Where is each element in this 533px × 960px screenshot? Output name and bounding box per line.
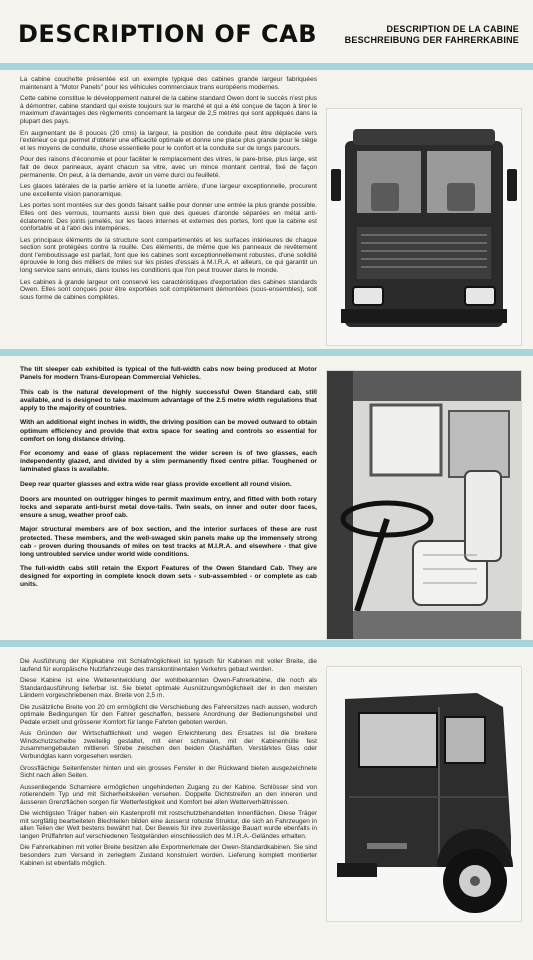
- french-paragraph: La cabine couchette présentée est un exemple typique des cabines grande largeur fabriquées maintenant à "Motor Panels" pour les véhicules commerciaux trans européens modernes.: [20, 76, 317, 91]
- page-header: [0, 0, 533, 64]
- cab-interior-photo: [326, 370, 522, 640]
- cab-front-photo: [326, 108, 522, 346]
- english-paragraph: The full-width cabs still retain the Export Features of the Owen Standard Cab. They are designed for exporting in complete knock down sets - sub-assembled - or complete as cab units.: [20, 565, 317, 589]
- english-paragraph: With an additional eight inches in width, the driving position can be moved outward to obtain optimum efficiency and provide that extra space for seating and controls so essential for comfort on long distance driving.: [20, 419, 317, 443]
- german-paragraph: Diese Kabine ist eine Weiterentwicklung der wohlbekannten Owen-Fahrerkabine, die noch als Standardausführung lieferbar ist. Sie bietet optimale Ausnützungsmöglichkeit der in den meisten Ländern vorgeschriebenen max. Breite von 2,5 m.: [20, 677, 317, 700]
- french-paragraph: Les principaux éléments de la structure sont compartimentés et les surfaces intérieures de chaque section sont protégées contre la rouille. Ces éléments, de même que les panneaux de revêtement dont l'emboutissage est parfait, font que les cabines sont exceptionnellement robustes, d'une solidité éprouvée le long des milliers de miles sur les pistes d'essais à M.I.R.A. et ailleurs, ce qui garantit un long service sans ennuis, dans toutes les conditions que l'on peut trouver dans le monde.: [20, 236, 317, 275]
- english-paragraph: Deep rear quarter glasses and extra wide rear glass provide excellent all round vision.: [20, 481, 292, 489]
- section-german: [0, 648, 533, 948]
- cab-side-illustration: [327, 667, 521, 921]
- french-text: [20, 76, 317, 305]
- english-paragraph: Doors are mounted on outrigger hinges to permit maximum entry, and fitted with both rotary locks and separate anti-burst metal dove-tails. Twin seals, on inner and outer door faces, ensure a snug, weather proof cab.: [20, 495, 317, 519]
- cab-side-photo: [326, 666, 522, 922]
- english-paragraph: The tilt sleeper cab exhibited is typical of the full-width cabs now being produced at Motor Panels for modern Trans-European Commercial Vehicles.: [20, 366, 317, 382]
- subtitle-french: DESCRIPTION DE LA CABINE: [386, 24, 519, 34]
- header-subtitles: [345, 24, 519, 45]
- english-paragraph: Major structural members are of box section, and the interior surfaces of these are rust protected. These members, and the well-swaged skin panels make up the immensely strong cab - proven during thousands of miles on test tracks at M.I.R.A. and elsewhere - that give long untroubled service under world wide conditions.: [20, 526, 317, 558]
- german-paragraph: Grossflächige Seitenfenster hinten und ein grosses Fenster in der Rückwand bieten ausgezeichnete Sicht nach allen Seiten.: [20, 764, 317, 780]
- cab-interior-illustration: [327, 371, 521, 639]
- german-paragraph: Die wichtigsten Träger haben ein Kastenprofil mit rostschutzbehandelten Innenflächen. Diese Träger mit sorgfältig bearbeiteten Blechteilen bilden eine äusserst robuste Struktur, die sich an Fahrzeugen in allen Teilen der Welt bestens bewährt hat. Der Beweis für ihre zuverlässige Bauart wurde ebenfalls in langen Prüffahrten auf verschiedenen Testgeländen einschliesslich des M.I.R.A.-Geländes erhalten.: [20, 810, 317, 840]
- color-band-lower: [0, 640, 533, 647]
- french-paragraph: Cette cabine constitue le développement naturel de la cabine standard Owen dont le succès n'est plus à démontrer, cabine standard qui existe toujours sur le marché et qui a été conçue de façon à tirer le maximum d'avantages des règlements concernant la largeur de 2,5 mètres qui sont appliqués dans la plupart des pays.: [20, 95, 317, 125]
- german-paragraph: Aus Gründen der Wirtschaftlichkeit und wegen Erleichterung des Ersatzes ist die breitere Windschutzscheibe zweiteilig gestaltet, mit einer schmalen, mit der Kabinenhülle fest zusammengebauten mittleren Strebe zwischen den beiden Glashälften. Verstärktes Glas oder Verbundglas kann vorgesehen werden.: [20, 730, 317, 761]
- french-paragraph: En augmentant de 8 pouces (20 cms) la largeur, la position de conduite peut être déplacée vers l'extérieur ce qui permet d'obtenir une efficacité optimale et donne une place plus grande pour le siège et les moyens de conduite, chose essentielle pour le confort et la conduite sur de longs parcours.: [20, 129, 317, 152]
- french-paragraph: Les glaces latérales de la partie arrière et la lunette arrière, d'une largeur exceptionnelle, procurent une excellente vision panoramique.: [20, 183, 317, 198]
- german-paragraph: Die Ausführung der Kippkabine mit Schlafmöglichkeit ist typisch für Kabinen mit voller Breite, die laufend für europäische Nutzfahrzeuge des transkontinentalen Verkehrs gebaut werden.: [20, 658, 317, 673]
- french-paragraph: Les cabines à grande largeur ont conservé les caractéristiques d'exportation des cabines standards Owen. Elles sont conçues pour être exportées soit complètement démontées (sous-ensembles), soit sous forme de cabines complètes.: [20, 278, 317, 301]
- english-paragraph: For economy and ease of glass replacement the wider screen is of two glasses, each independently glazed, and divided by a slim permanently fixed centre pillar. Toughened or laminated glass is available.: [20, 450, 317, 474]
- german-paragraph: Die Fahrerkabinen mit voller Breite besitzen alle Exportmerkmale der Owen-Standardkabinen. Sie sind besonders zum Versand in zerlegtem Zustand konstruiert worden. Lieferung komplett montierter Kabinen ist ebenfalls möglich.: [20, 844, 317, 867]
- english-paragraph: This cab is the natural development of the highly successful Owen Standard cab, still available, and is designed to take maximum advantage of the 2.5 metre width regulations that apply to the majority of countries.: [20, 388, 317, 412]
- english-text: [20, 366, 317, 596]
- page-title: DESCRIPTION OF CAB: [18, 20, 317, 48]
- french-paragraph: Pour des raisons d'économie et pour faciliter le remplacement des vitres, le pare-brise, plus large, est fait de deux panneaux, ayant chacun sa vitre, avec un mince montant central, fixé de façon permanente. On peut, à la demande, avoir un verre durci ou feuilleté.: [20, 156, 317, 179]
- german-paragraph: Die zusätzliche Breite von 20 cm ermöglicht die Verschiebung des Fahrersitzes nach aussen, wodurch optimale Bedingungen für den Fahrer geschaffen, bessere Anordnung der Bedienungshebel und Pedale erzielt und grösserer Komfort für lange Fahrten geboten werden.: [20, 703, 317, 726]
- subtitle-german: BESCHREIBUNG DER FAHRERKABINE: [344, 34, 519, 45]
- cab-front-illustration: [327, 109, 521, 345]
- french-paragraph: Les portes sont montées sur des gonds faisant saillie pour donner une entrée la plus grande possible. Elles ont des verrous, tournants aussi bien que des queues d'aronde séparées en métal anti-éclatement. Des joints jumelés, sur les faces internes et externes des portes, font que la cabine est confortable et à l'abri des intempéries.: [20, 202, 317, 233]
- section-french: [0, 70, 533, 350]
- section-english: [0, 357, 533, 642]
- color-band-middle: [0, 349, 533, 356]
- german-text: [20, 658, 317, 871]
- color-band-top: [0, 63, 533, 70]
- german-paragraph: Aussenliegende Scharniere ermöglichen ungehinderten Zugang zu der Kabine. Schlösser sind von rotierendem Typ und mit Sicherheitskeilen versehen. Doppelte Dichtstreifen an den inneren und äusseren Grenzflächen sorgen für Wetterfestigkeit und Komfort bei allen Wetterverhältnissen.: [20, 783, 317, 806]
